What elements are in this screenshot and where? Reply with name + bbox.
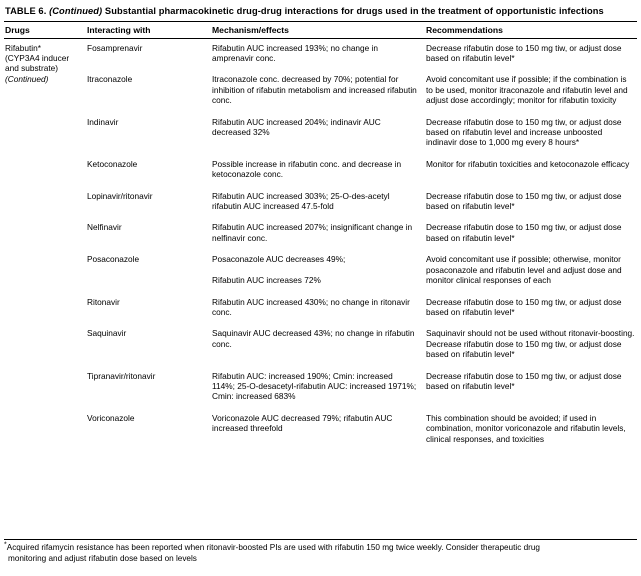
mechanism-paragraph: Rifabutin AUC increased 204%; indinavir AUC decreased 32%	[212, 116, 381, 138]
interacting-drug: Voriconazole	[87, 412, 135, 423]
table-row	[4, 328, 637, 359]
interacting-drug: Ritonavir	[87, 296, 120, 307]
mechanism-paragraph: Posaconazole AUC decreases 49%;	[212, 254, 346, 265]
table-row	[4, 222, 637, 243]
row-spacer	[4, 286, 637, 297]
recommendation-paragraph: Monitor for rifabutin toxicities and ketoconazole efficacy	[426, 158, 630, 169]
drug-group-cell	[4, 39, 86, 444]
mechanism-paragraph: Rifabutin AUC increased 207%; insignificant change in nelfinavir conc.	[212, 222, 413, 243]
drug-group-descriptor-line2: and substrate)	[5, 63, 59, 74]
row-spacer	[4, 180, 637, 191]
recommendation-paragraph: This combination should be avoided; if used in combination, monitor voriconazole and rifabutin levels, clinical responses, and toxicities	[426, 412, 626, 444]
mechanism-effects	[211, 297, 425, 318]
recommendation-paragraph: Decrease rifabutin dose to 150 mg tiw, or adjust dose based on rifabutin level and increase unboosted indinavir dose to 1,000 mg every 8 hours*	[426, 116, 622, 148]
mechanism-effects	[211, 191, 425, 212]
interacting-drug: Saquinavir	[87, 328, 127, 339]
mechanism-paragraph: Voriconazole AUC decreased 79%; rifabutin AUC increased threefold	[212, 412, 393, 434]
interacting-drug: Itraconazole	[87, 74, 133, 85]
interacting-drug: Lopinavir/ritonavir	[87, 190, 153, 201]
mechanism-effects	[211, 159, 425, 180]
mechanism-paragraph: Rifabutin AUC increased 193%; no change in amprenavir conc.	[212, 42, 379, 64]
recommendations	[425, 222, 637, 243]
column-header-mechanism-effects: Mechanism/effects	[212, 24, 289, 35]
table-row	[4, 159, 637, 180]
interacting-drug: Tipranavir/ritonavir	[87, 370, 156, 381]
row-spacer	[4, 63, 637, 74]
mechanism-effects	[211, 222, 425, 243]
drug-interactions-table	[4, 22, 637, 37]
table-title-rest: Substantial pharmacokinetic drug-drug interactions for drugs used in the treatment of opportunistic infections	[102, 6, 604, 16]
recommendations	[425, 159, 637, 180]
drug-group-descriptor-line1: (CYP3A4 inducer	[5, 53, 70, 64]
table-header	[4, 22, 637, 37]
table-header-row	[4, 22, 637, 37]
drug-group-continued: (Continued)	[5, 73, 49, 84]
column-header-drugs: Drugs	[5, 24, 30, 35]
mechanism-effects	[211, 254, 425, 285]
table-body	[4, 39, 637, 444]
interacting-drug: Nelfinavir	[87, 222, 122, 233]
interacting-drug: Fosamprenavir	[87, 42, 143, 53]
mechanism-paragraph: Rifabutin AUC increased 303%; 25-O-des-acetyl rifabutin AUC increased 47.5-fold	[212, 190, 390, 212]
row-spacer	[4, 402, 637, 413]
footnote-marker: *	[4, 541, 7, 549]
table-title	[5, 5, 637, 17]
table-row	[4, 39, 637, 64]
recommendation-paragraph: Avoid concomitant use if possible; if the combination is to be used, monitor itraconazole and rifabutin level and adjust dose accordingly; monitor for rifabutin toxicity	[426, 74, 628, 106]
recommendation-paragraph: Decrease rifabutin dose to 150 mg tiw, or adjust dose based on rifabutin level*	[426, 42, 622, 64]
row-spacer	[4, 243, 637, 254]
recommendations	[425, 297, 637, 318]
table-title-prefix: TABLE 6.	[5, 6, 50, 16]
footnote-section	[4, 539, 637, 564]
row-spacer	[4, 148, 637, 159]
recommendations	[425, 74, 637, 105]
recommendation-paragraph: Decrease rifabutin dose to 150 mg tiw, or adjust dose based on rifabutin level*	[426, 222, 622, 243]
mechanism-effects	[211, 39, 425, 64]
recommendation-paragraph: Saquinavir should not be used without ritonavir-boosting. Decrease rifabutin dose to 150 mg tiw, or adjust dose based on rifabutin level*	[426, 328, 635, 360]
column-header-interacting-with: Interacting with	[87, 24, 151, 35]
recommendation-paragraph: Decrease rifabutin dose to 150 mg tiw, or adjust dose based on rifabutin level*	[426, 190, 622, 212]
mechanism-paragraph: Itraconazole conc. decreased by 70%; potential for inhibition of rifabutin metabolism and increased rifabutin conc.	[212, 74, 417, 106]
mechanism-effects	[211, 413, 425, 444]
table-row	[4, 413, 637, 444]
mechanism-effects	[211, 74, 425, 105]
table-title-continued: (Continued)	[49, 6, 103, 16]
footnote-line1: Acquired rifamycin resistance has been reported when ritonavir-boosted PIs are used with rifabutin 150 mg twice weekly. Consider therapeutic drug	[6, 543, 540, 552]
interacting-drug: Ketoconazole	[87, 158, 138, 169]
footnote-line2: monitoring and adjust rifabutin dose based on levels	[8, 553, 197, 563]
mechanism-paragraph: Rifabutin AUC: increased 190%; Cmin: increased 114%; 25-O-desacetyl-rifabutin AUC: increased 1971%; Cmin: increased 683%	[212, 370, 417, 402]
mechanism-paragraph: Possible increase in rifabutin conc. and decrease in ketoconazole conc.	[212, 158, 402, 180]
recommendation-paragraph: Decrease rifabutin dose to 150 mg tiw, or adjust dose based on rifabutin level*	[426, 296, 622, 317]
mechanism-effects	[211, 328, 425, 359]
mechanism-effects	[211, 117, 425, 148]
interacting-drug: Indinavir	[87, 116, 119, 127]
row-spacer	[4, 106, 637, 117]
drug-interactions-body-table	[4, 39, 637, 444]
recommendations	[425, 371, 637, 402]
table-row	[4, 297, 637, 318]
interacting-drug: Posaconazole	[87, 254, 140, 265]
recommendations	[425, 328, 637, 359]
mechanism-paragraph: Rifabutin AUC increases 72%	[212, 275, 321, 286]
recommendations	[425, 413, 637, 444]
table-row	[4, 254, 637, 285]
drug-group-name: Rifabutin*	[5, 42, 41, 53]
row-spacer	[4, 317, 637, 328]
recommendation-paragraph: Avoid concomitant use if possible; otherwise, monitor posaconazole and rifabutin level and adjust dose and monitor clinical responses of each	[426, 254, 622, 286]
table-row	[4, 191, 637, 212]
recommendations	[425, 254, 637, 285]
row-spacer	[4, 360, 637, 371]
table-row	[4, 371, 637, 402]
row-spacer	[4, 211, 637, 222]
footnote-text	[4, 540, 637, 564]
recommendations	[425, 191, 637, 212]
table-row	[4, 117, 637, 148]
recommendations	[425, 39, 637, 64]
mechanism-paragraph: Rifabutin AUC increased 430%; no change in ritonavir conc.	[212, 296, 410, 317]
recommendations	[425, 117, 637, 148]
table-row	[4, 74, 637, 105]
column-header-recommendations: Recommendations	[426, 24, 503, 35]
recommendation-paragraph: Decrease rifabutin dose to 150 mg tiw, or adjust dose based on rifabutin level*	[426, 370, 622, 391]
mechanism-effects	[211, 371, 425, 402]
mechanism-paragraph: Saquinavir AUC decreased 43%; no change in rifabutin conc.	[212, 328, 415, 349]
